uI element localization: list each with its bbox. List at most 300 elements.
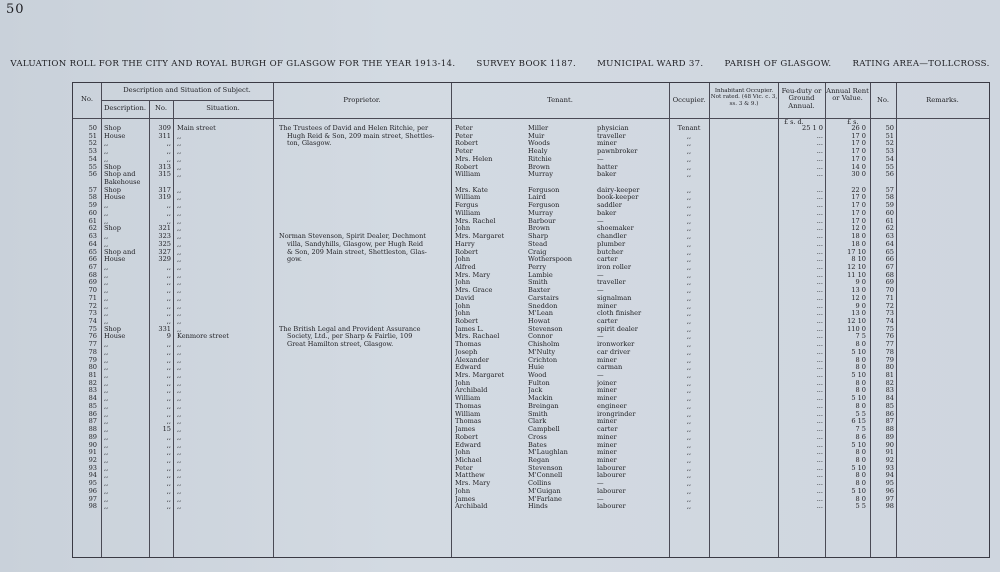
row-description: ,, [104, 140, 109, 148]
row-occupier: ,, [686, 503, 692, 511]
row-street-number: 319 [158, 194, 171, 202]
row-annual-rent: 5 10 [851, 487, 866, 495]
row-occupier: ,, [686, 310, 692, 318]
row-occupier: ,, [686, 480, 692, 488]
row-tenant-first: Archibald [455, 387, 488, 395]
row-number: 54 [88, 155, 97, 163]
header-no: No. [80, 95, 94, 103]
proprietor-line: ton, Glasgow. [287, 139, 332, 148]
row-situation: ,, [177, 202, 182, 210]
row-feu-duty: ... [816, 402, 823, 410]
table-row [73, 349, 989, 357]
row-street-number: 323 [158, 233, 171, 241]
row-tenant-last: Carstairs [528, 294, 559, 302]
rent-ls-units: £ s. [847, 118, 859, 126]
row-tenant-first: John [455, 310, 471, 318]
row-tenant-last: M'Nulty [528, 348, 556, 356]
proprietor-line: villa, Sandyhills, Glasgow, per Hugh Reid [287, 239, 424, 248]
row-occupation: shoemaker [597, 225, 634, 233]
row-tenant-last: Brown [528, 163, 550, 171]
row-number: 66 [88, 256, 97, 264]
row-tenant-first: John [455, 379, 471, 387]
row-annual-rent: 8 6 [855, 433, 866, 441]
row-street-number: ,, [166, 472, 171, 480]
row-annual-rent: 5 10 [851, 441, 866, 449]
row-tenant-first: Mrs. Mary [455, 480, 491, 488]
row-number: 72 [88, 302, 97, 310]
row-number-right: 57 [885, 186, 894, 194]
row-tenant-first: James L. [455, 325, 484, 333]
row-tenant-last: Healy [528, 148, 548, 156]
roll-title [0, 59, 1000, 69]
row-number: 84 [88, 395, 97, 403]
row-feu-duty: ... [816, 487, 823, 495]
row-annual-rent: 8 0 [855, 379, 866, 387]
row-occupation: miner [597, 433, 617, 441]
row-number: 92 [88, 456, 97, 464]
row-street-number: 15 [162, 426, 171, 434]
row-description: House [104, 194, 126, 202]
row-annual-rent: 8 0 [855, 480, 866, 488]
row-number: 69 [88, 279, 97, 287]
row-occupier: ,, [686, 202, 692, 210]
row-tenant-first: Mrs. Margaret [455, 372, 505, 380]
row-number-right: 51 [885, 132, 894, 140]
row-tenant-first: Robert [455, 140, 478, 148]
table-row [73, 295, 989, 303]
row-description: ,, [104, 217, 109, 225]
row-number: 74 [88, 318, 97, 325]
row-occupation: miner [597, 387, 617, 395]
row-description: Shop [104, 163, 121, 171]
row-tenant-last: Baxter [528, 287, 551, 295]
row-occupation: joiner [597, 379, 617, 387]
row-street-number: ,, [166, 387, 171, 395]
row-occupier: ,, [686, 155, 692, 163]
proprietor-line: Hugh Reid & Son, 209 main street, Shettles- [287, 131, 435, 140]
row-feu-duty: ... [816, 503, 823, 511]
row-occupier: ,, [686, 495, 692, 503]
row-number-right: 79 [885, 356, 894, 364]
row-description: Shop [104, 325, 121, 333]
row-description: ,, [104, 302, 109, 310]
row-situation: ,, [177, 271, 182, 279]
row-number: 90 [88, 441, 97, 449]
row-occupation: carter [597, 426, 618, 434]
row-tenant-first: Mrs. Rachel [455, 217, 496, 225]
row-description: ,, [104, 495, 109, 503]
row-tenant-first: Harry [455, 240, 475, 248]
row-situation: ,, [177, 395, 182, 403]
row-annual-rent: 13 0 [851, 310, 866, 318]
table-row [73, 241, 989, 249]
row-number: 71 [88, 294, 97, 302]
row-description: Shop [104, 186, 121, 194]
row-number-right: 81 [885, 372, 894, 380]
row-situation: ,, [177, 256, 182, 264]
row-description: ,, [104, 487, 109, 495]
row-situation: ,, [177, 171, 182, 179]
table-row [73, 256, 989, 264]
row-feu-duty: 25 1 0 [802, 125, 823, 132]
row-annual-rent: 12 10 [847, 318, 866, 325]
row-number-right: 72 [885, 302, 894, 310]
row-number: 67 [88, 263, 97, 271]
row-number: 63 [88, 233, 97, 241]
row-tenant-last: M'Lean [528, 310, 554, 318]
row-description: House [104, 256, 126, 264]
row-street-number: ,, [166, 379, 171, 387]
row-annual-rent: 17 0 [851, 148, 866, 156]
row-annual-rent: 17 0 [851, 155, 866, 163]
table-row [73, 249, 989, 257]
row-tenant-last: Woods [528, 140, 550, 148]
row-description: ,, [104, 364, 109, 372]
table-row [73, 156, 989, 164]
row-situation: ,, [177, 310, 182, 318]
row-situation: ,, [177, 279, 182, 287]
row-number-right: 88 [885, 426, 894, 434]
row-number: 98 [88, 503, 97, 511]
row-tenant-first: Mrs. Grace [455, 287, 493, 295]
row-number: 97 [88, 495, 97, 503]
row-feu-duty: ... [816, 194, 823, 202]
row-occupier: ,, [686, 279, 692, 287]
row-street-number: 331 [158, 325, 171, 333]
row-situation: ,, [177, 433, 182, 441]
row-occupation: miner [597, 356, 617, 364]
row-number-right: 59 [885, 202, 894, 210]
row-tenant-last: Crichton [528, 356, 558, 364]
row-occupation: traveller [597, 132, 626, 140]
row-tenant-first: Fergus [455, 202, 479, 210]
row-situation: ,, [177, 233, 182, 241]
row-tenant-last: Smith [528, 410, 548, 418]
table-row [73, 303, 989, 311]
proprietor-line: Great Hamilton street, Glasgow. [287, 340, 394, 349]
row-feu-duty: ... [816, 233, 823, 241]
row-street-number: ,, [166, 449, 171, 457]
header-occupier: Occupier. [672, 96, 706, 104]
row-street-number: ,, [166, 464, 171, 472]
row-occupation: engineer [597, 402, 627, 410]
row-tenant-first: Robert [455, 318, 478, 325]
row-number-right: 86 [885, 410, 894, 418]
row-feu-duty: ... [816, 333, 823, 341]
row-occupier: ,, [686, 140, 692, 148]
row-tenant-first: Robert [455, 163, 478, 171]
table-row [73, 472, 989, 480]
row-occupation: baker [597, 171, 617, 179]
row-description: House [104, 132, 126, 140]
row-feu-duty: ... [816, 356, 823, 364]
table-row [73, 318, 989, 326]
row-occupier: ,, [686, 426, 692, 434]
header-tenant: Tenant. [547, 96, 573, 104]
row-number: 88 [88, 426, 97, 434]
row-number: 73 [88, 310, 97, 318]
row-occupation: book-keeper [597, 194, 639, 202]
row-street-number: ,, [166, 302, 171, 310]
table-row [73, 164, 989, 172]
row-number: 56 [88, 171, 97, 179]
row-feu-duty: ... [816, 480, 823, 488]
row-description: ,, [104, 456, 109, 464]
row-occupier: ,, [686, 356, 692, 364]
row-occupation: dairy-keeper [597, 186, 640, 194]
row-feu-duty: ... [816, 441, 823, 449]
page-number: 50 [6, 2, 25, 17]
row-description: ,, [104, 348, 109, 356]
row-annual-rent: 5 10 [851, 348, 866, 356]
table-row [73, 411, 989, 419]
row-tenant-first: Mrs. Helen [455, 155, 493, 163]
row-number: 77 [88, 341, 97, 349]
row-feu-duty: ... [816, 379, 823, 387]
row-street-number: ,, [166, 410, 171, 418]
row-number-right: 58 [885, 194, 894, 202]
row-situation: Main street [177, 125, 216, 132]
row-occupier: ,, [686, 248, 692, 256]
table-row [73, 272, 989, 280]
row-description: ,, [104, 318, 109, 325]
row-situation: ,, [177, 495, 182, 503]
table-row [73, 179, 989, 187]
row-feu-duty: ... [816, 163, 823, 171]
row-tenant-last: Ritchie [528, 155, 552, 163]
row-annual-rent: 5 10 [851, 372, 866, 380]
row-street-number: ,, [166, 148, 171, 156]
row-street-number: ,, [166, 395, 171, 403]
row-situation: ,, [177, 148, 182, 156]
row-tenant-last: Murray [528, 209, 553, 217]
row-number-right: 91 [885, 449, 894, 457]
ledger-table [72, 82, 990, 558]
row-situation: ,, [177, 132, 182, 140]
row-tenant-last: Collins [528, 480, 551, 488]
row-number-right: 66 [885, 256, 894, 264]
row-street-number: ,, [166, 418, 171, 426]
table-row [73, 442, 989, 450]
row-occupation: — [597, 480, 604, 488]
row-tenant-last: Stevenson [528, 464, 563, 472]
row-annual-rent: 5 5 [855, 410, 866, 418]
row-street-number: ,, [166, 202, 171, 210]
row-situation: ,, [177, 225, 182, 233]
row-occupier: ,, [686, 341, 692, 349]
row-number: 86 [88, 410, 97, 418]
header-feu-duty: Feu-duty or Ground Annual. [781, 87, 822, 110]
row-occupation: — [597, 217, 604, 225]
row-occupier: ,, [686, 372, 692, 380]
row-description: ,, [104, 464, 109, 472]
row-description: ,, [104, 379, 109, 387]
row-situation: ,, [177, 140, 182, 148]
header-description-group: Description and Situation of Subject. [123, 86, 251, 94]
row-number-right: 94 [885, 472, 894, 480]
row-number: 87 [88, 418, 97, 426]
row-street-number: ,, [166, 503, 171, 511]
row-occupation: hatter [597, 163, 618, 171]
row-situation: ,, [177, 418, 182, 426]
row-number-right: 75 [885, 325, 894, 333]
row-description: ,, [104, 356, 109, 364]
row-tenant-last: Murray [528, 171, 553, 179]
row-street-number: ,, [166, 487, 171, 495]
row-tenant-first: Thomas [455, 341, 482, 349]
row-occupation: miner [597, 449, 617, 457]
row-description: ,, [104, 472, 109, 480]
row-situation: ,, [177, 341, 182, 349]
table-row [73, 403, 989, 411]
row-number: 85 [88, 402, 97, 410]
row-situation: ,, [177, 364, 182, 372]
row-occupation: — [597, 271, 604, 279]
proprietor-line: & Son, 209 Main street, Shettleston, Glas- [287, 247, 427, 256]
row-street-number: ,, [166, 495, 171, 503]
row-annual-rent: 9 0 [855, 279, 866, 287]
header-no-right: No. [876, 96, 890, 104]
table-row [73, 187, 989, 195]
row-number-right: 70 [885, 287, 894, 295]
table-row [73, 387, 989, 395]
row-description: Bakehouse [104, 179, 141, 187]
table-row [73, 194, 989, 202]
table-row [73, 310, 989, 318]
table-row [73, 171, 989, 179]
row-feu-duty: ... [816, 294, 823, 302]
row-occupier: ,, [686, 271, 692, 279]
row-description: ,, [104, 233, 109, 241]
row-number: 94 [88, 472, 97, 480]
row-number-right: 92 [885, 456, 894, 464]
row-occupation: spirit dealer [597, 325, 638, 333]
row-tenant-last: Clark [528, 418, 547, 426]
row-tenant-first: Mrs. Mary [455, 271, 491, 279]
row-occupation: miner [597, 418, 617, 426]
row-description: ,, [104, 480, 109, 488]
row-annual-rent: 12 0 [851, 225, 866, 233]
row-tenant-last: M'Connell [528, 472, 563, 480]
row-occupier: ,, [686, 402, 692, 410]
row-number: 61 [88, 217, 97, 225]
table-row [73, 264, 989, 272]
row-feu-duty: ... [816, 472, 823, 480]
row-tenant-first: John [455, 256, 471, 264]
row-description: House [104, 333, 126, 341]
table-row [73, 480, 989, 488]
row-tenant-last: Fulton [528, 379, 550, 387]
table-row [73, 357, 989, 365]
row-occupier: ,, [686, 456, 692, 464]
row-description: ,, [104, 372, 109, 380]
title-ward: MUNICIPAL WARD 37. [597, 59, 704, 69]
row-number: 50 [88, 125, 97, 132]
row-occupier: ,, [686, 294, 692, 302]
row-street-number: ,, [166, 271, 171, 279]
row-number: 60 [88, 209, 97, 217]
row-annual-rent: 8 0 [855, 356, 866, 364]
row-tenant-first: Matthew [455, 472, 485, 480]
row-tenant-first: Edward [455, 364, 481, 372]
table-row [73, 140, 989, 148]
row-annual-rent: 26 0 [851, 125, 866, 132]
header-number: No. [154, 104, 168, 112]
row-situation: ,, [177, 402, 182, 410]
row-number: 58 [88, 194, 97, 202]
table-row [73, 364, 989, 372]
header-description: Description. [103, 104, 147, 112]
row-annual-rent: 8 0 [855, 495, 866, 503]
row-annual-rent: 17 0 [851, 209, 866, 217]
row-number-right: 76 [885, 333, 894, 341]
row-feu-duty: ... [816, 410, 823, 418]
row-number: 53 [88, 148, 97, 156]
row-occupier: ,, [686, 441, 692, 449]
row-number-right: 95 [885, 480, 894, 488]
row-street-number: ,, [166, 310, 171, 318]
row-situation: ,, [177, 348, 182, 356]
header-proprietor: Proprietor. [343, 96, 381, 104]
row-number: 95 [88, 480, 97, 488]
row-description: Shop [104, 225, 121, 233]
row-number-right: 55 [885, 163, 894, 171]
row-annual-rent: 8 0 [855, 341, 866, 349]
row-street-number: ,, [166, 263, 171, 271]
row-tenant-last: Jack [528, 387, 543, 395]
row-occupation: — [597, 333, 604, 341]
row-number: 76 [88, 333, 97, 341]
row-annual-rent: 8 0 [855, 364, 866, 372]
row-tenant-first: Alexander [455, 356, 489, 364]
row-occupier: ,, [686, 148, 692, 156]
row-street-number: ,, [166, 364, 171, 372]
row-number-right: 90 [885, 441, 894, 449]
row-street-number: 325 [158, 240, 171, 248]
row-number-right: 83 [885, 387, 894, 395]
row-occupation: carman [597, 364, 623, 372]
row-occupation: labourer [597, 472, 626, 480]
row-situation: ,, [177, 472, 182, 480]
row-annual-rent: 8 0 [855, 449, 866, 457]
row-street-number: 309 [158, 125, 171, 132]
row-occupier: ,, [686, 410, 692, 418]
row-street-number: ,, [166, 209, 171, 217]
table-row [73, 233, 989, 241]
row-tenant-first: David [455, 294, 475, 302]
row-occupier: ,, [686, 387, 692, 395]
row-number: 93 [88, 464, 97, 472]
row-occupation: plumber [597, 240, 626, 248]
row-street-number: 313 [158, 163, 171, 171]
row-number: 57 [88, 186, 97, 194]
row-description: ,, [104, 410, 109, 418]
row-situation: ,, [177, 441, 182, 449]
row-occupation: car driver [597, 348, 631, 356]
row-occupier: ,, [686, 194, 692, 202]
row-number-right: 89 [885, 433, 894, 441]
row-number: 59 [88, 202, 97, 210]
row-situation: ,, [177, 456, 182, 464]
row-number-right: 56 [885, 171, 894, 179]
row-occupier: ,, [686, 449, 692, 457]
row-tenant-last: Ferguson [528, 186, 560, 194]
row-situation: Kenmore street [177, 333, 229, 341]
row-situation: ,, [177, 240, 182, 248]
row-tenant-first: Peter [455, 464, 473, 472]
row-tenant-last: Wotherspoon [528, 256, 573, 264]
row-description: ,, [104, 395, 109, 403]
